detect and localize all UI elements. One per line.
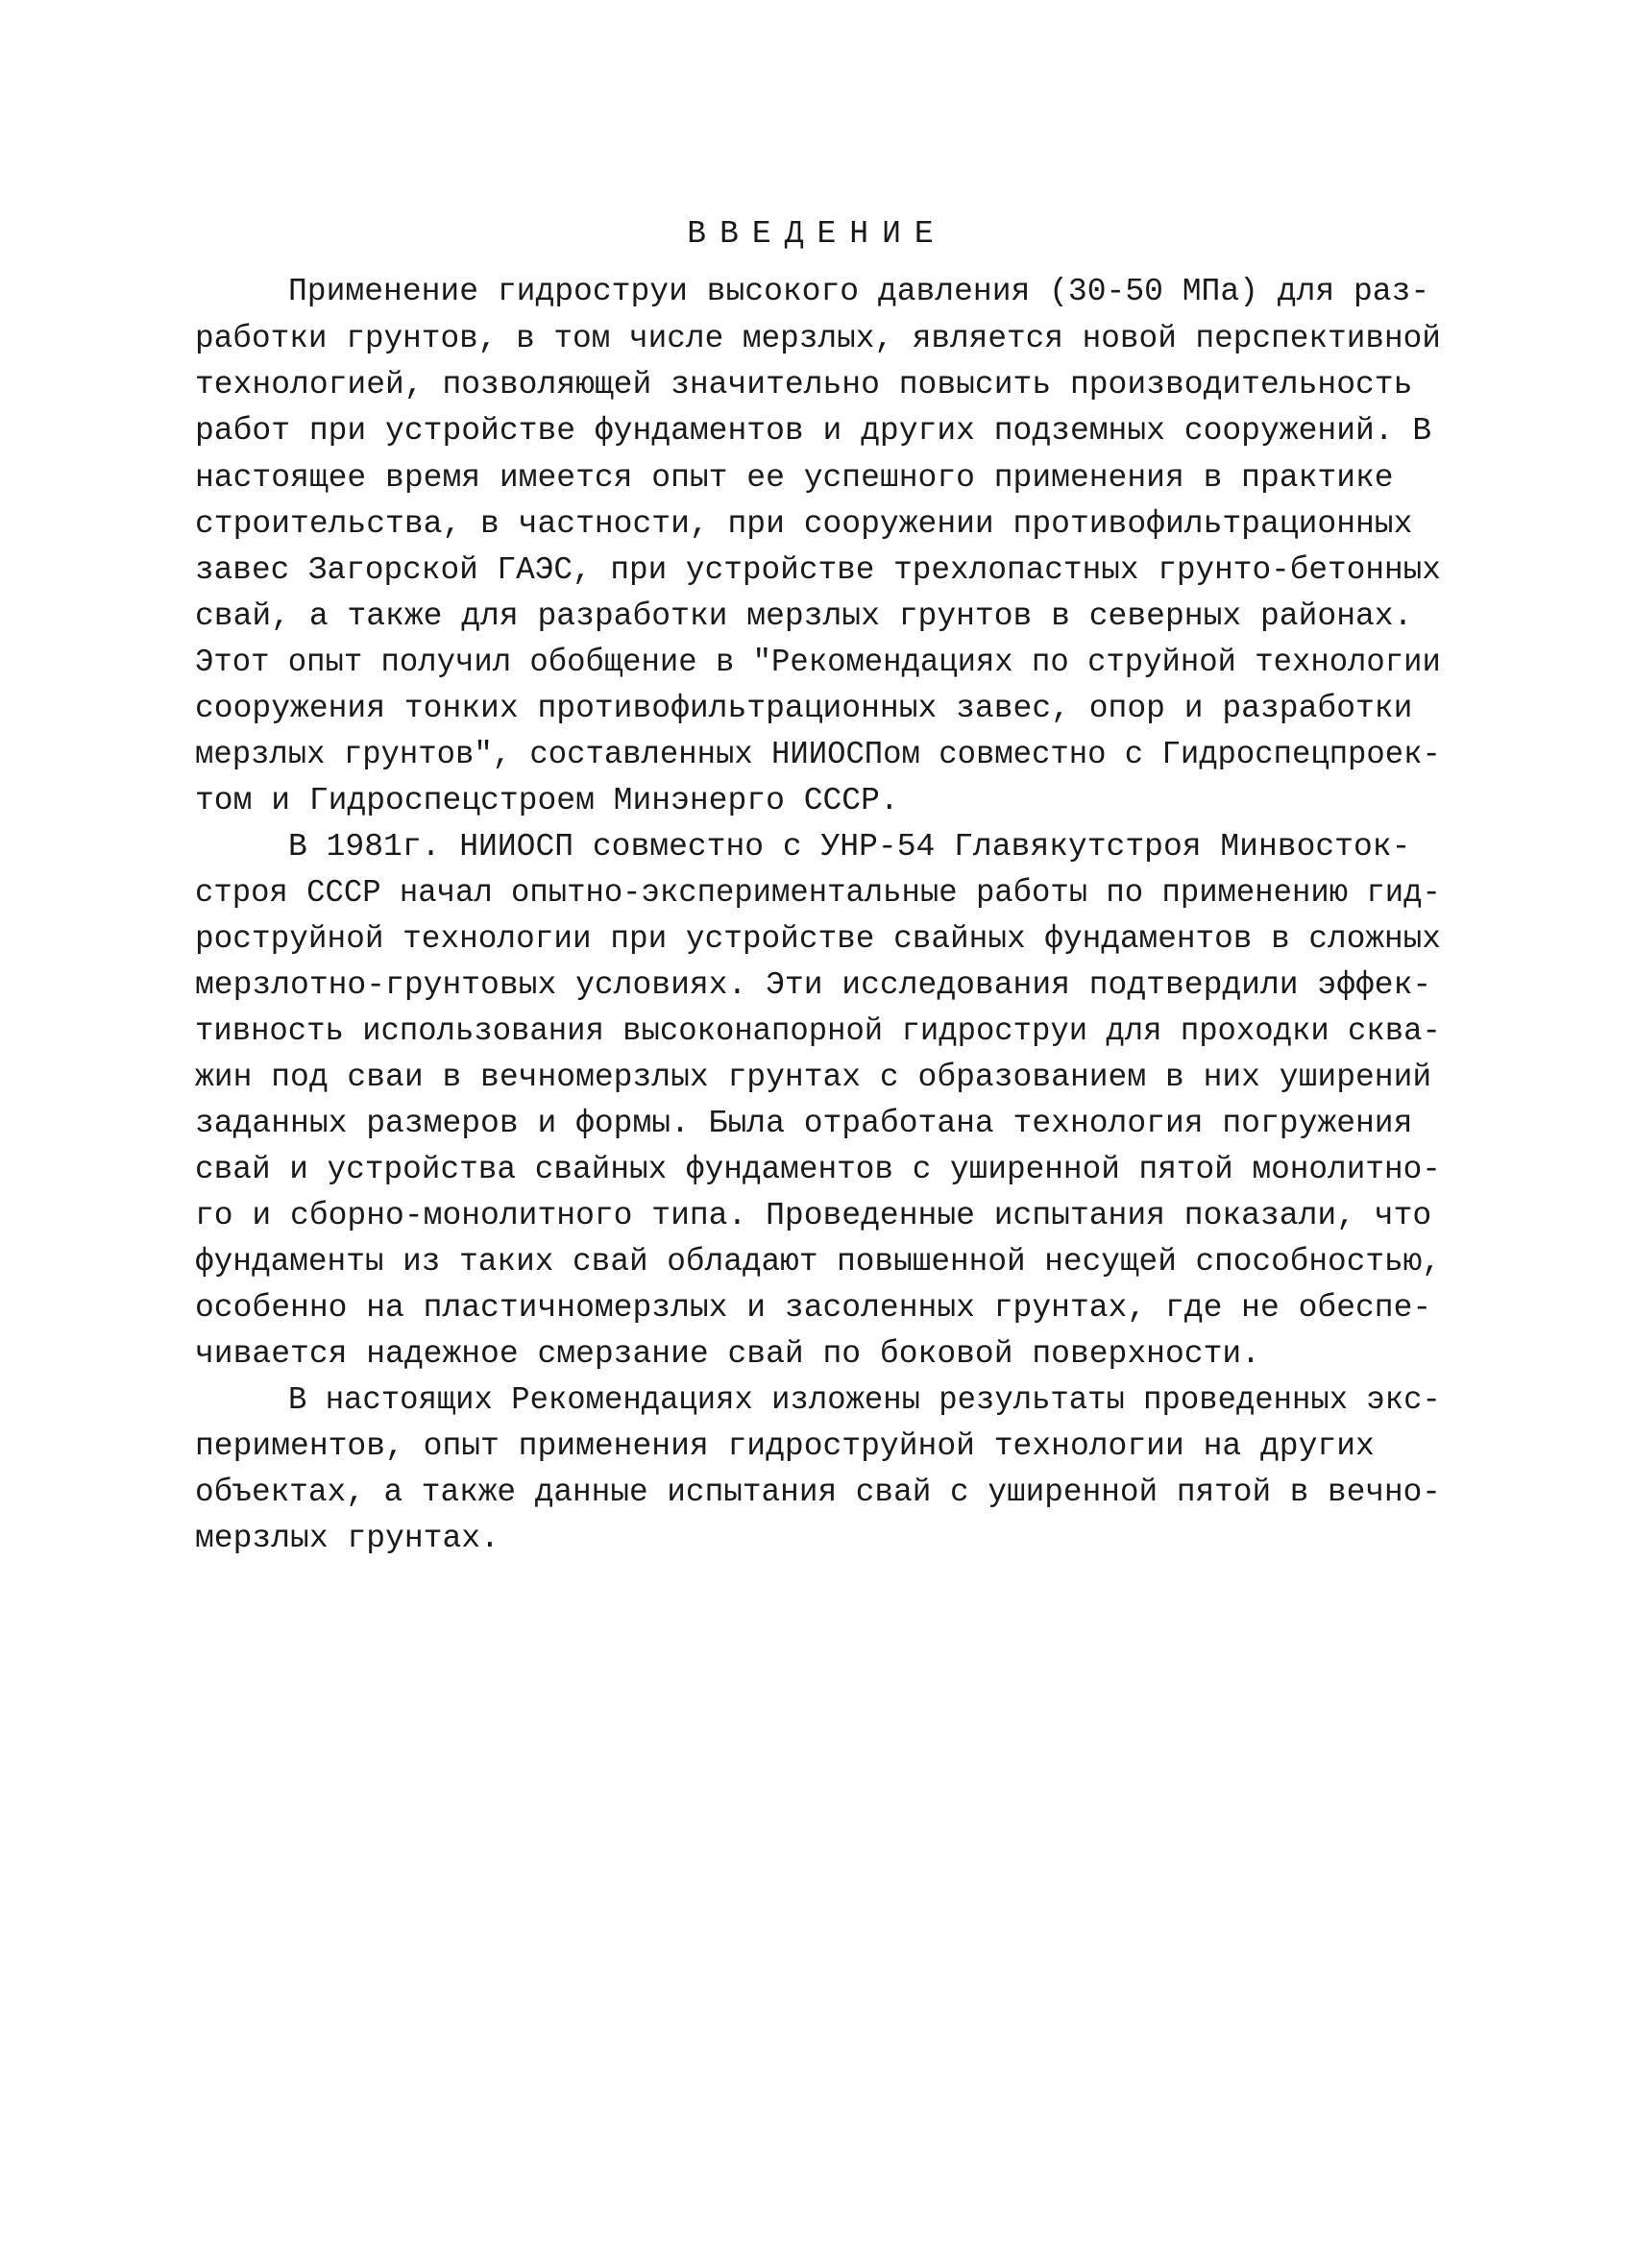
text-line: роструйной технологии при устройстве свайных фундаментов в сложных xyxy=(195,921,1441,957)
text-line: В 1981г. НИИОСП совместно с УНР-54 Главякутстроя Минвосток- xyxy=(288,829,1411,865)
text-line: сооружения тонких противофильтрационных завес, опор и разработки xyxy=(195,691,1413,726)
text-line: Этот опыт получил обобщение в "Рекомендациях по струйной технологии xyxy=(195,645,1441,680)
text-line: мерзлотно-грунтовых условиях. Эти исследования подтвердили эффек- xyxy=(195,967,1432,1003)
text-line: строя СССР начал опытно-экспериментальные работы по применению гид- xyxy=(195,875,1441,911)
text-line: В настоящих Рекомендациях изложены результаты проведенных экс- xyxy=(288,1382,1441,1418)
text-line: технологией, позволяющей значительно повысить производительность xyxy=(195,367,1413,402)
text-line: свай, а также для разработки мерзлых грунтов в северных районах. xyxy=(195,598,1413,634)
text-line: свай и устройства свайных фундаментов с уширенной пятой монолитно- xyxy=(195,1152,1441,1187)
text-line: мерзлых грунтах. xyxy=(195,1521,500,1556)
text-line: жин под сваи в вечномерзлых грунтах с образованием в них уширений xyxy=(195,1060,1432,1095)
text-line: работки грунтов, в том числе мерзлых, является новой перспективной xyxy=(195,321,1441,356)
text-line: чивается надежное смерзание свай по боковой поверхности. xyxy=(195,1336,1260,1372)
text-line: Применение гидроструи высокого давления (30-50 МПа) для раз- xyxy=(288,274,1430,309)
text-line: периментов, опыт применения гидроструйной технологии на других xyxy=(195,1428,1375,1464)
text-line: настоящее время имеется опыт ее успешного применения в практике xyxy=(195,460,1394,496)
text-line: работ при устройстве фундаментов и других подземных сооружений. В xyxy=(195,413,1432,449)
text-line: том и Гидроспецстроем Минэнерго СССР. xyxy=(195,783,899,818)
text-line: фундаменты из таких свай обладают повышенной несущей способностью, xyxy=(195,1244,1441,1280)
text-line: завес Загорской ГАЭС, при устройстве трехлопастных грунто-бетонных xyxy=(195,552,1441,588)
text-line: особенно на пластичномерзлых и засоленных грунтах, где не обеспе- xyxy=(195,1290,1432,1326)
text-line: объектах, а также данные испытания свай с уширенной пятой в вечно- xyxy=(195,1475,1441,1510)
text-line: заданных размеров и формы. Была отработана технология погружения xyxy=(195,1106,1413,1141)
text-line: мерзлых грунтов", составленных НИИОСПом совместно с Гидроспецпроек- xyxy=(195,737,1441,772)
page-title: ВВЕДЕНИЕ xyxy=(687,216,947,252)
text-line: строительства, в частности, при сооружении противофильтрационных xyxy=(195,506,1413,542)
text-line: тивность использования высоконапорной гидроструи для проходки сква- xyxy=(195,1013,1441,1049)
text-line: го и сборно-монолитного типа. Проведенные испытания показали, что xyxy=(195,1198,1432,1233)
